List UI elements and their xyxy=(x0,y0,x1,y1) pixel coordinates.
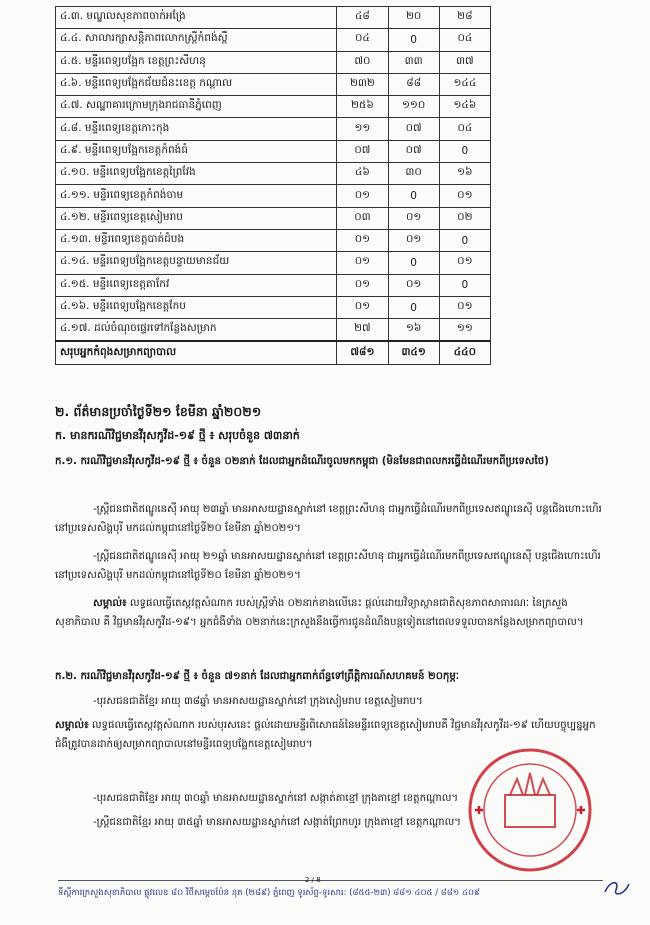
table-total-row xyxy=(56,341,491,364)
count-b-cell: ០៤ xyxy=(439,118,490,140)
total-cell: ០៧ xyxy=(337,140,388,162)
facility-name-cell: ៤.១៥. មន្ទីរពេទ្យខេត្តតាកែវ xyxy=(56,274,337,296)
table-row xyxy=(56,229,491,251)
table-row xyxy=(56,29,491,51)
facility-name-cell: ៤.៤. សាលារក្សាសន្តិភាពលោកស្ត្រីកំពង់ស្ពឺ xyxy=(56,29,337,51)
total-cell: ៤៨ xyxy=(337,7,388,29)
case-paragraph-5: -ស្ត្រីជនជាតិខ្មែរ អាយុ ៣៥ឆ្នាំ មានអាសយដ្ឋានស្នាក់នៅ សង្កាត់ព្រែកហូរ ក្រុងតាខ្មៅ ខេត្តកណ្តាល។ xyxy=(93,817,461,828)
total-cell: ០១ xyxy=(337,229,388,251)
count-a-cell: ០១ xyxy=(388,274,439,296)
facility-name-cell: ៤.១២. មន្ទីរពេទ្យខេត្តសៀមរាប xyxy=(56,207,337,229)
count-a-cell: ០៧ xyxy=(388,118,439,140)
total-cell: ៤៦ xyxy=(337,163,388,185)
table-row xyxy=(56,252,491,274)
count-a-cell: ០៧ xyxy=(388,140,439,162)
total-cell: ២៣២ xyxy=(337,73,388,95)
case-paragraph-1: -ស្ត្រីជនជាតិឥណ្ឌូនេស៊ី អាយុ ២៣ឆ្នាំ មានអាសយដ្ឋានស្នាក់នៅ ខេត្តព្រះសីហនុ ជាអ្នកធ្វើដំណើរមកពីប្រទេសឥណ្ឌូនេស៊ី បន្តជើងហោះហើរនៅប្រទេសសិង្ហបុរី មកដល់កម្ពុជានៅថ្ងៃទី២០ ខែមីនា ឆ្នាំ២០២១។ xyxy=(55,504,602,534)
facility-name-cell: ៤.១៣. មន្ទីរពេទ្យខេត្តបាត់ដំបង xyxy=(56,229,337,251)
total-a-cell: ៣៤១ xyxy=(388,341,439,364)
count-b-cell: ១៦ xyxy=(439,163,490,185)
table-row xyxy=(56,163,491,185)
count-a-cell: ៣០ xyxy=(388,163,439,185)
table-row xyxy=(56,51,491,73)
count-b-cell: 0 xyxy=(439,140,490,162)
count-a-cell: 0 xyxy=(388,29,439,51)
total-cell: ៧០ xyxy=(337,51,388,73)
count-b-cell: ០៤ xyxy=(439,29,490,51)
note-label: សម្គាល់៖ xyxy=(93,598,127,609)
facility-name-cell: ៤.១៧. ដល់ចំណុចផ្ទេរទៅកន្លែងសម្រាក xyxy=(56,319,337,342)
count-a-cell: 0 xyxy=(388,185,439,207)
footer-divider xyxy=(58,880,603,881)
count-a-cell: 0 xyxy=(388,296,439,318)
facility-name-cell: ៤.៧. សណ្ឋាគារក្រោមក្រុងរាជធានីភ្នំពេញ xyxy=(56,96,337,118)
signature-icon xyxy=(602,876,632,900)
table-row xyxy=(56,207,491,229)
count-b-cell: ០២ xyxy=(439,207,490,229)
total-cell: ២៥៦ xyxy=(337,96,388,118)
count-b-cell: ០១ xyxy=(439,252,490,274)
count-a-cell: ០១ xyxy=(388,229,439,251)
facility-name-cell: ៤.១៦. មន្ទីរពេទ្យបង្អែកខេត្តកែប xyxy=(56,296,337,318)
table-row xyxy=(56,319,491,342)
total-cell: ០១ xyxy=(337,185,388,207)
count-a-cell: ៣៣ xyxy=(388,51,439,73)
count-a-cell: ១១០ xyxy=(388,96,439,118)
facility-name-cell: ៤.៣. មណ្ឌលសុខភាពចាក់អង្រែ xyxy=(56,7,337,29)
subsection-ka: ក. មានករណីវិជ្ជមានវីរុសកូវីដ-១៩ ថ្មី ៖ សរុបចំនួន ៧៣នាក់ xyxy=(55,429,300,442)
facility-name-cell: ៤.៨. មន្ទីរពេទ្យខេត្តកោះកុង xyxy=(56,118,337,140)
note-paragraph-1 xyxy=(55,594,605,632)
table-row xyxy=(56,7,491,29)
count-b-cell: 0 xyxy=(439,229,490,251)
facility-name-cell: ៤.៩. មន្ទីរពេទ្យបង្អែកខេត្តកំពង់ធំ xyxy=(56,140,337,162)
count-b-cell: ១១ xyxy=(439,319,490,342)
count-b-cell: ១៤៤ xyxy=(439,73,490,95)
footer-address: ទីស្តីការក្រសួងសុខាភិបាល ផ្លូវលេខ ៨០ វិថីសម្តេចប៉ែន នុត (២៨៩) ភ្នំពេញ ទូរស័ព្ទ-ទូរសារ: (៨៥៥-២៣) ៨៨១ ៤០៥ / ៨៨១ ៤០៩ xyxy=(58,888,480,898)
total-cell: ០១ xyxy=(337,274,388,296)
count-b-cell: 0 xyxy=(439,274,490,296)
case-paragraph-4: -បុរសជនជាតិខ្មែរ អាយុ ៣០ឆ្នាំ មានអាសយដ្ឋានស្នាក់នៅ សង្កាត់តាខ្មៅ ក្រុងតាខ្មៅ ខេត្តកណ្តាល។ xyxy=(93,793,459,804)
subsection-ka2: ក.២. ករណីវិជ្ជមានវីរុសកូវីដ-១៩ ថ្មី ៖ ចំនួន ៧១នាក់ ដែលជាអ្នកពាក់ព័ន្ធទៅព្រឹត្តិការណ៍សហគមន៍ ២០កុម្ភៈ xyxy=(55,671,459,682)
facility-name-cell: ៤.១១. មន្ទីរពេទ្យខេត្តកំពង់ចាម xyxy=(56,185,337,207)
table-row xyxy=(56,140,491,162)
total-cell: ១១ xyxy=(337,118,388,140)
note-text: លទ្ធផលធ្វើតេស្តវត្តសំណាក របស់បុរសនេះ ផ្តល់ដោយមន្ទីរពិសោធន៍នៃមន្ទីរពេទ្យខេត្តសៀមរាបគឺ វិជ្ជមានវីរុសកូវីដ-១៩ ហើយបច្ចុប្បន្នអ្នកជំងឺត្រូវបានដាក់ឲ្យសម្រាកព្យាបាលនៅមន្ទីរពេទ្យបង្អែកខេត្តសៀមរាប។ xyxy=(55,720,596,750)
count-a-cell: ១៦ xyxy=(388,319,439,342)
total-cell: ០១ xyxy=(337,296,388,318)
table-row xyxy=(56,118,491,140)
table-row xyxy=(56,274,491,296)
count-a-cell: ០១ xyxy=(388,207,439,229)
facility-name-cell: ៤.១០. មន្ទីរពេទ្យបង្អែកខេត្តព្រៃវែង xyxy=(56,163,337,185)
count-a-cell: ២០ xyxy=(388,7,439,29)
count-b-cell: ០១ xyxy=(439,296,490,318)
case-paragraph-2: -ស្ត្រីជនជាតិឥណ្ឌូនេស៊ី អាយុ ២១ឆ្នាំ មានអាសយដ្ឋានស្នាក់នៅ ខេត្តព្រះសីហនុ ជាអ្នកធ្វើដំណើរមកពីប្រទេសឥណ្ឌូនេស៊ី បន្តជើងហោះហើរនៅប្រទេសសិង្ហបុរី មកដល់កម្ពុជានៅថ្ងៃទី២០ ខែមីនា ឆ្នាំ២០២១។ xyxy=(55,551,601,581)
note-label: សម្គាល់៖ xyxy=(55,720,89,731)
total-cell: ២៧ xyxy=(337,319,388,342)
ministry-stamp-icon xyxy=(465,745,595,875)
note-text: លទ្ធផលធ្វើតេស្តវត្តសំណាក របស់ស្ត្រីទាំង ០២នាក់ខាងលើនេះ ផ្តល់ដោយវិទ្យាស្ថានជាតិសុខភាពសាធារណៈ នៃក្រសួងសុខាភិបាល គឺ វិជ្ជមានវីរុសកូវីដ-១៩។ អ្នកជំងឺទាំង ០២នាក់នេះក្រសួងនឹងធ្វើការជូនដំណឹងបន្តទៀតនៅពេលទទួលបានកន្លែងសម្រាកព្យាបាល។ xyxy=(55,598,584,628)
count-b-cell: ២៨ xyxy=(439,7,490,29)
count-b-cell: ១៤៦ xyxy=(439,96,490,118)
count-b-cell: ៣៧ xyxy=(439,51,490,73)
table-row xyxy=(56,185,491,207)
table-row xyxy=(56,296,491,318)
table-row xyxy=(56,73,491,95)
facility-name-cell: ៤.៥. មន្ទីរពេទ្យបង្អែក ខេត្តព្រះសីហនុ xyxy=(56,51,337,73)
table-row xyxy=(56,96,491,118)
total-b-cell: ៤៤០ xyxy=(439,341,490,364)
total-label-cell: សរុបអ្នកកំពុងសម្រាកព្យាបាល xyxy=(56,341,337,364)
patients-table xyxy=(55,6,491,365)
count-a-cell: ៨៨ xyxy=(388,73,439,95)
case-paragraph-3: -បុរសជនជាតិខ្មែរ អាយុ ៣៨ឆ្នាំ មានអាសយដ្ឋានស្នាក់នៅ ក្រុងសៀមរាប ខេត្តសៀមរាប។ xyxy=(93,696,423,707)
facility-name-cell: ៤.៦. មន្ទីរពេទ្យបង្អែកជ័យជំនះខេត្ត កណ្តាល xyxy=(56,73,337,95)
count-a-cell: 0 xyxy=(388,252,439,274)
section-title: ២. ព័ត៌មានប្រចាំថ្ងៃទី២១ ខែមីនា ឆ្នាំ២០២១ xyxy=(55,404,262,419)
page-number: 2 / 8 xyxy=(305,876,321,884)
facility-name-cell: ៤.១៤. មន្ទីរពេទ្យបង្អែកខេត្តបន្ទាយមានជ័យ xyxy=(56,252,337,274)
subsection-ka1: ក.១. ករណីវិជ្ជមានវីរុសកូវីដ-១៩ ថ្មី ៖ ចំនួន ០២នាក់ ដែលជាអ្នកដំណើរចូលមកកម្ពុជា (មិនមែនជាពលករធ្វើដំណើរមកពីប្រទេសថៃ) xyxy=(55,456,549,467)
total-cell: ០៣ xyxy=(337,207,388,229)
total-cell: ០១ xyxy=(337,252,388,274)
grand-total-cell: ៧៨១ xyxy=(337,341,388,364)
count-b-cell: ០១ xyxy=(439,185,490,207)
total-cell: ០៤ xyxy=(337,29,388,51)
